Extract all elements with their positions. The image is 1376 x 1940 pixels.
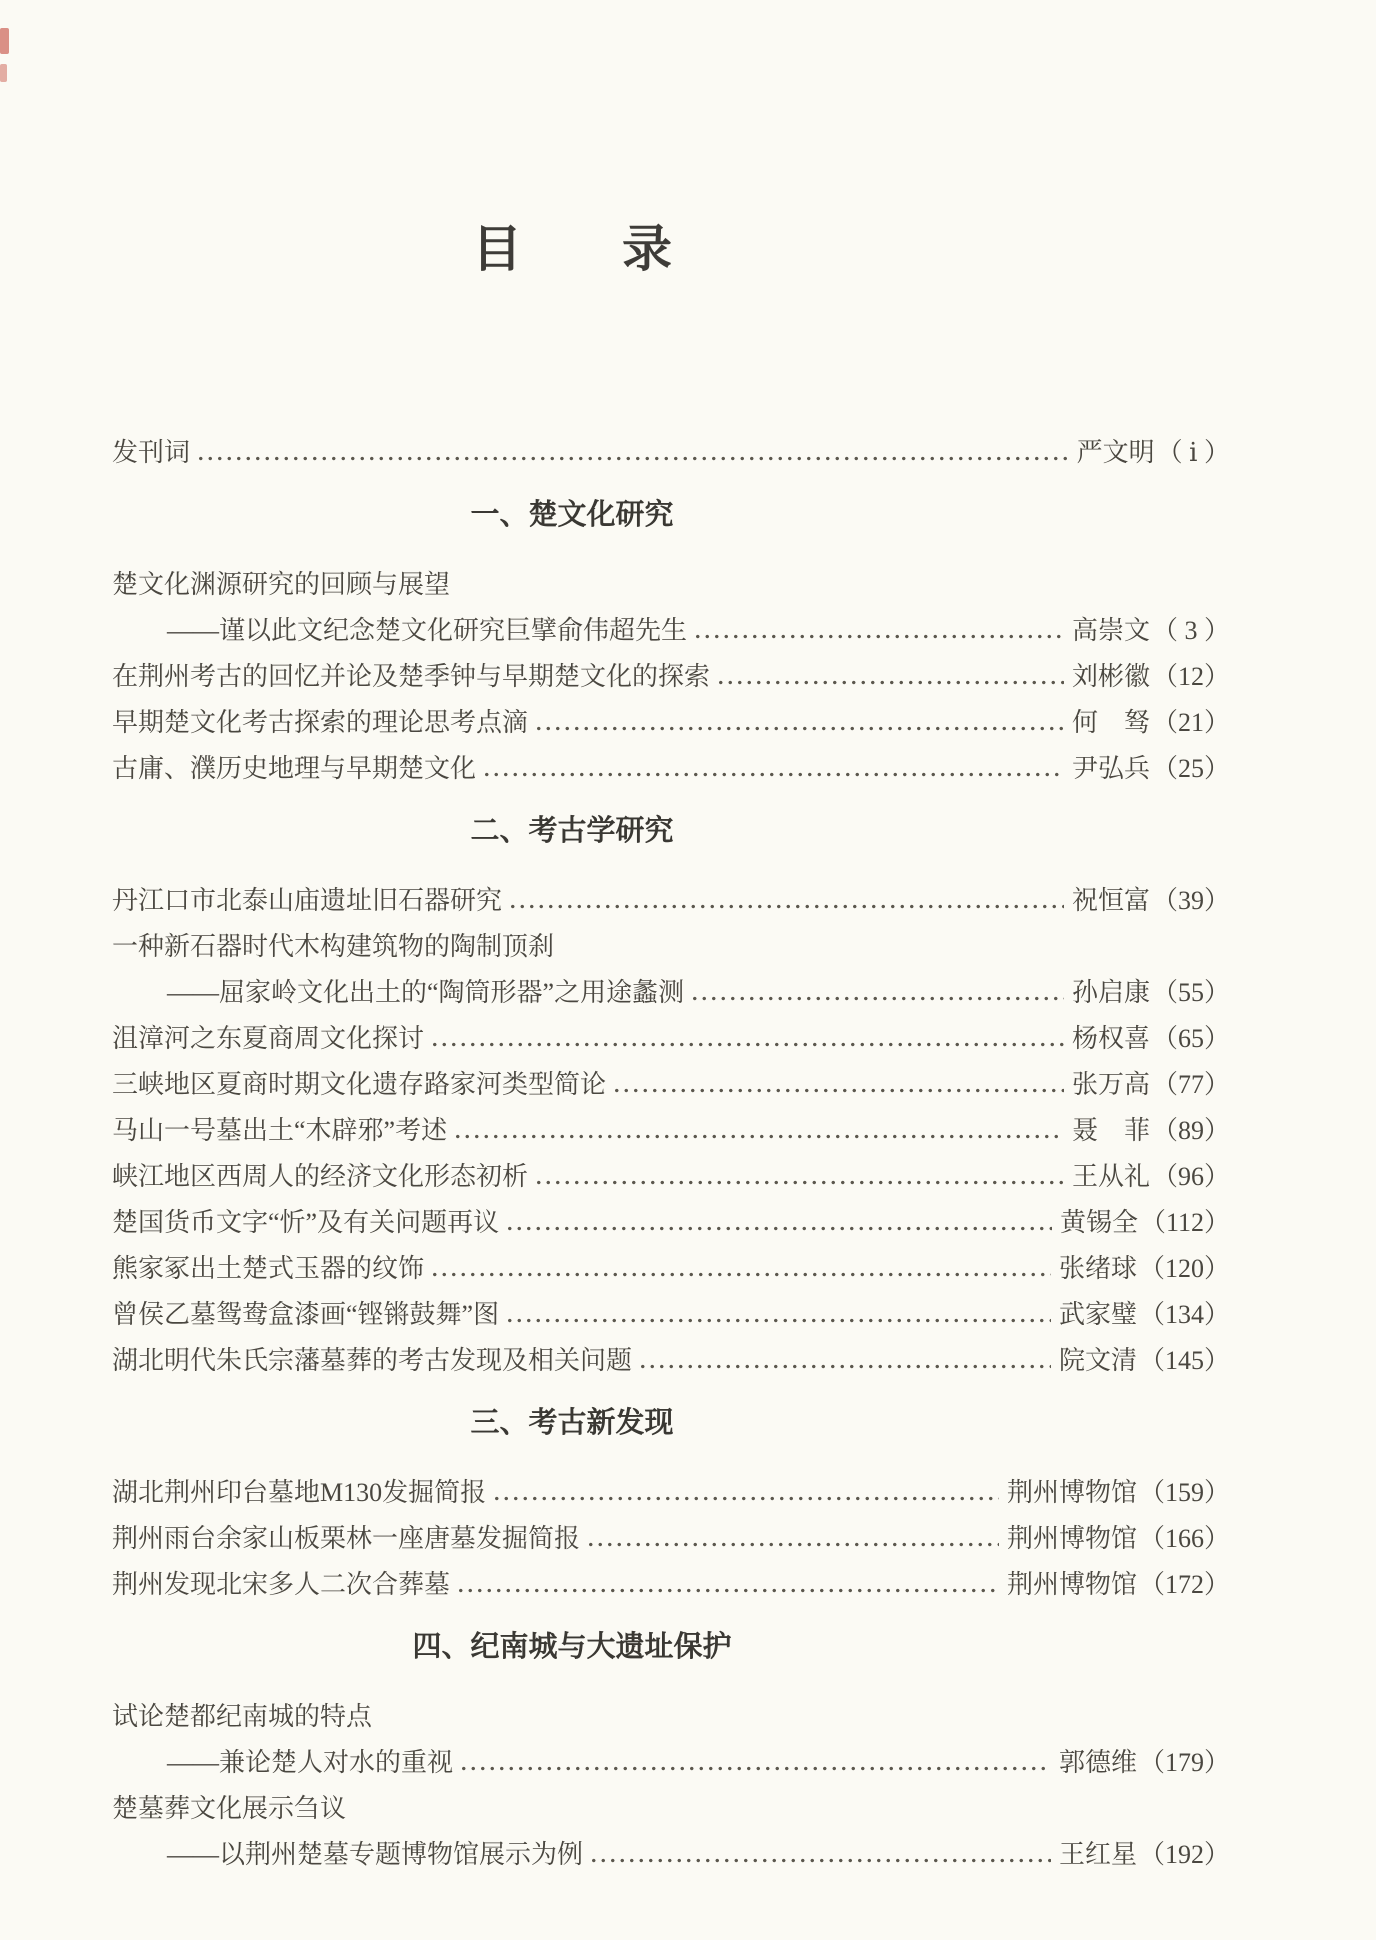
section-entries <box>112 562 1230 792</box>
entry-page-number: （166） <box>1138 1524 1230 1553</box>
toc-page <box>112 0 1230 1878</box>
entry-title: 峡江地区西周人的经济文化形态初析 <box>112 1162 529 1191</box>
toc-entry-row <box>112 1154 1230 1200</box>
entry-page-number: （179） <box>1138 1748 1230 1777</box>
entry-title: ——屈家岭文化出土的“陶筒形器”之用途蠡测 <box>167 978 685 1007</box>
dot-leader <box>586 1516 999 1562</box>
dot-leader <box>693 608 1064 654</box>
section-heading: 一、楚文化研究 <box>470 499 674 531</box>
entry-title: 三峡地区夏商时期文化遗存路家河类型简论 <box>112 1070 607 1099</box>
entry-author: 聂 菲 <box>1071 1116 1150 1145</box>
entry-page-number: （192） <box>1138 1840 1230 1869</box>
toc-entry-row <box>112 654 1230 700</box>
toc-list <box>112 494 1230 1878</box>
toc-section <box>112 810 1230 1384</box>
entry-author: 荆州博物馆 <box>1006 1478 1137 1507</box>
entry-page-number: （77） <box>1151 1070 1230 1099</box>
entry-title: 曾侯乙墓鸳鸯盒漆画“铿锵鼓舞”图 <box>112 1300 500 1329</box>
entry-title-line: 一种新石器时代木构建筑物的陶制顶刹 <box>112 932 555 961</box>
entry-title: ——以荆州楚墓专题博物馆展示为例 <box>167 1840 584 1869</box>
entry-title-line: 楚文化渊源研究的回顾与展望 <box>112 570 451 599</box>
entry-author: 严文明 <box>1076 438 1155 467</box>
toc-entry-row <box>112 1470 1230 1516</box>
toc-entry-row <box>112 1338 1230 1384</box>
entry-title: 早期楚文化考古探索的理论思考点滴 <box>112 708 529 737</box>
entry-title: 古庸、濮历史地理与早期楚文化 <box>112 754 477 783</box>
entry-author: 武家璧 <box>1058 1300 1137 1329</box>
dot-leader <box>690 970 1064 1016</box>
entry-author: 刘彬徽 <box>1071 662 1150 691</box>
entry-page-number: （55） <box>1151 978 1230 1007</box>
toc-entry-row <box>112 746 1230 792</box>
page-title: 目 录 <box>472 221 672 277</box>
dot-leader <box>456 1562 999 1608</box>
entry-title: ——谨以此文纪念楚文化研究巨擘俞伟超先生 <box>167 616 688 645</box>
section-entries <box>112 1694 1230 1878</box>
dot-leader <box>430 1016 1064 1062</box>
entry-title: ——兼论楚人对水的重视 <box>167 1748 454 1777</box>
entry-title: 沮漳河之东夏商周文化探讨 <box>112 1024 425 1053</box>
dot-leader <box>638 1338 1051 1384</box>
toc-entry-row <box>112 1200 1230 1246</box>
entry-title: 荆州发现北宋多人二次合葬墓 <box>112 1570 451 1599</box>
entry-author: 张绪球 <box>1058 1254 1137 1283</box>
entry-title-line: 楚墓葬文化展示刍议 <box>112 1794 347 1823</box>
entry-page-number: （112） <box>1139 1208 1230 1237</box>
entry-page-number: （96） <box>1151 1162 1230 1191</box>
scan-artifact <box>0 28 9 54</box>
toc-section <box>112 1402 1230 1608</box>
entry-page-number: （25） <box>1151 754 1230 783</box>
dot-leader <box>505 1200 1052 1246</box>
entry-author: 杨权喜 <box>1071 1024 1150 1053</box>
frontmatter-list <box>112 430 1230 476</box>
section-heading: 三、考古新发现 <box>470 1407 674 1439</box>
toc-entry-row <box>112 1062 1230 1108</box>
dot-leader <box>453 1108 1064 1154</box>
entry-title: 丹江口市北泰山庙遗址旧石器研究 <box>112 886 503 915</box>
entry-author: 祝恒富 <box>1071 886 1150 915</box>
entry-author: 郭德维 <box>1058 1748 1137 1777</box>
dot-leader <box>589 1832 1051 1878</box>
dot-leader <box>505 1292 1051 1338</box>
section-entries <box>112 1470 1230 1608</box>
entry-title: 荆州雨台余家山板栗林一座唐墓发掘简报 <box>112 1524 581 1553</box>
entry-page-number: （ 3 ） <box>1151 616 1230 645</box>
entry-page-number: （21） <box>1151 708 1230 737</box>
toc-entry-row <box>112 1108 1230 1154</box>
dot-leader <box>196 430 1069 476</box>
entry-title: 湖北荆州印台墓地M130发掘简报 <box>112 1478 487 1507</box>
toc-section <box>112 494 1230 792</box>
entry-title: 楚国货币文字“忻”及有关问题再议 <box>112 1208 500 1237</box>
section-heading: 二、考古学研究 <box>470 815 674 847</box>
toc-entry-row <box>112 1016 1230 1062</box>
dot-leader <box>492 1470 999 1516</box>
entry-title: 在荆州考古的回忆并论及楚季钟与早期楚文化的探索 <box>112 662 711 691</box>
dot-leader <box>534 700 1064 746</box>
entry-page-number: （65） <box>1151 1024 1230 1053</box>
toc-entry-row <box>112 970 1230 1016</box>
dot-leader <box>716 654 1064 700</box>
toc-entry-row <box>112 1292 1230 1338</box>
toc-entry-row <box>112 1832 1230 1878</box>
toc-entry-row <box>112 1516 1230 1562</box>
entry-page-number: （145） <box>1138 1346 1230 1375</box>
dot-leader <box>612 1062 1064 1108</box>
entry-author: 荆州博物馆 <box>1006 1570 1137 1599</box>
entry-page-number: （ ⅰ ） <box>1156 438 1230 467</box>
entry-author: 孙启康 <box>1071 978 1150 1007</box>
dot-leader <box>482 746 1064 792</box>
entry-title: 发刊词 <box>112 438 191 467</box>
entry-author: 高崇文 <box>1071 616 1150 645</box>
entry-page-number: （134） <box>1138 1300 1230 1329</box>
entry-title: 熊家冢出土楚式玉器的纹饰 <box>112 1254 425 1283</box>
entry-author: 尹弘兵 <box>1071 754 1150 783</box>
toc-section <box>112 1626 1230 1878</box>
entry-page-number: （120） <box>1138 1254 1230 1283</box>
entry-page-number: （159） <box>1138 1478 1230 1507</box>
entry-author: 黄锡全 <box>1059 1208 1138 1237</box>
toc-entry-row <box>112 430 1230 476</box>
entry-page-number: （89） <box>1151 1116 1230 1145</box>
entry-page-number: （12） <box>1151 662 1230 691</box>
entry-page-number: （39） <box>1151 886 1230 915</box>
entry-page-number: （172） <box>1138 1570 1230 1599</box>
toc-entry-row <box>112 1562 1230 1608</box>
section-heading: 四、纪南城与大遗址保护 <box>412 1631 732 1663</box>
entry-author: 何 驽 <box>1071 708 1150 737</box>
toc-entry-row <box>112 1246 1230 1292</box>
section-entries <box>112 878 1230 1384</box>
toc-entry-row <box>112 1740 1230 1786</box>
entry-title-line: 试论楚都纪南城的特点 <box>112 1702 373 1731</box>
entry-author: 荆州博物馆 <box>1006 1524 1137 1553</box>
dot-leader <box>459 1740 1051 1786</box>
toc-entry-row <box>112 700 1230 746</box>
scan-artifact <box>0 64 7 82</box>
toc-entry-row <box>112 878 1230 924</box>
dot-leader <box>430 1246 1051 1292</box>
entry-author: 王红星 <box>1058 1840 1137 1869</box>
entry-author: 王从礼 <box>1071 1162 1150 1191</box>
entry-author: 院文清 <box>1058 1346 1137 1375</box>
toc-entry-row <box>112 608 1230 654</box>
entry-title: 马山一号墓出土“木辟邪”考述 <box>112 1116 448 1145</box>
entry-author: 张万高 <box>1071 1070 1150 1099</box>
entry-title: 湖北明代朱氏宗藩墓葬的考古发现及相关问题 <box>112 1346 633 1375</box>
dot-leader <box>534 1154 1064 1200</box>
dot-leader <box>508 878 1064 924</box>
